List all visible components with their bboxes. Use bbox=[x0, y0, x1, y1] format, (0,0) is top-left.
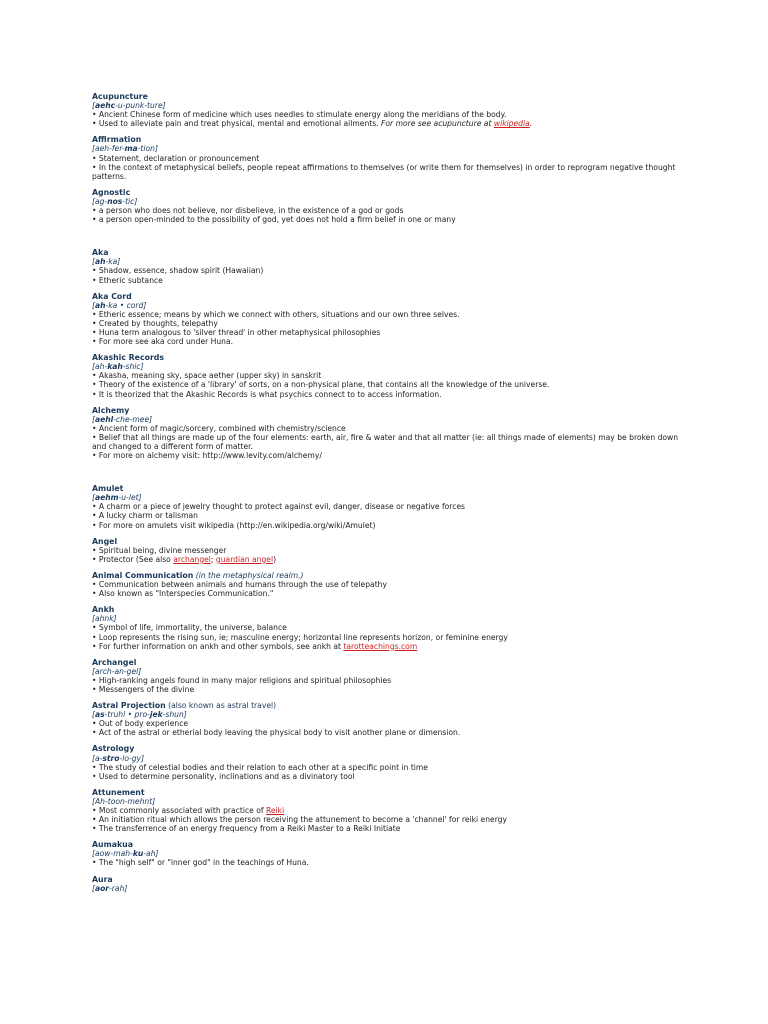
entry-term: Archangel bbox=[92, 657, 137, 667]
definition-text: • a person open-minded to the possibility of god, yet does not hold a firm belief in one or many bbox=[92, 215, 456, 225]
definition-line bbox=[92, 824, 682, 833]
pronunciation-syllable: -lo-gy bbox=[119, 753, 142, 763]
definition-text: • Protector (See also bbox=[92, 554, 174, 564]
pronunciation-syllable: -tic bbox=[122, 196, 135, 206]
definition-text: • Symbol of life, immortality, the universe, balance bbox=[92, 623, 287, 633]
entry-heading bbox=[92, 605, 682, 614]
pronunciation-syllable: ah bbox=[94, 257, 106, 267]
entry-term: Aura bbox=[92, 874, 113, 884]
pronunciation-syllable: -u-let bbox=[118, 493, 139, 503]
definition-text: • Etheric essence; means by which we connect with others, situations and our own three selves. bbox=[92, 309, 460, 319]
pronunciation-syllable: nos bbox=[107, 196, 123, 206]
pronunciation-syllable: aehm bbox=[94, 493, 119, 503]
definition-line bbox=[92, 337, 682, 346]
definition-line bbox=[92, 521, 682, 530]
definition-text: • Spiritual being, divine messenger bbox=[92, 545, 227, 555]
glossary-entry bbox=[92, 744, 682, 780]
definition-line bbox=[92, 580, 682, 589]
definition-text: • Messengers of the divine bbox=[92, 684, 195, 694]
definition-text: • Etheric subtance bbox=[92, 275, 163, 285]
entry-heading bbox=[92, 744, 682, 753]
definition-line bbox=[92, 390, 682, 399]
pronunciation-syllable: aor bbox=[94, 883, 110, 893]
entry-heading bbox=[92, 248, 682, 257]
entry-heading bbox=[92, 537, 682, 546]
entry-pronunciation: [aehm-u-let] bbox=[92, 493, 142, 503]
entry-term: Astrology bbox=[92, 744, 135, 754]
entry-heading bbox=[92, 875, 682, 884]
definition-text: • Ancient Chinese form of medicine which uses needles to stimulate energy along the meridians of the body. bbox=[92, 110, 507, 120]
definition-text: • A lucky charm or talisman bbox=[92, 511, 198, 521]
entry-pronunciation: [as-truhl • pro-jek-shun] bbox=[92, 710, 187, 720]
pronunciation-syllable: jek bbox=[149, 710, 163, 720]
entry-pronunciation: [aehl-che-mee] bbox=[92, 414, 153, 424]
definition-line bbox=[92, 266, 682, 275]
pronunciation-syllable: as bbox=[94, 710, 105, 720]
definition-line bbox=[92, 276, 682, 285]
entry-term: Attunement bbox=[92, 787, 145, 797]
pronunciation-syllable: ma bbox=[124, 144, 138, 154]
definition-line bbox=[92, 806, 682, 815]
pronunciation-syllable: ah- bbox=[94, 362, 108, 372]
definition-line bbox=[92, 763, 682, 772]
entry-term: Astral Projection bbox=[92, 701, 166, 711]
definition-line bbox=[92, 815, 682, 824]
entry-term: Ankh bbox=[92, 605, 115, 615]
definition-text: • In the context of metaphysical beliefs, people repeat affirmations to themselves (or write them for themselves) in order to reprogram negative thought patterns. bbox=[92, 162, 676, 181]
definition-line bbox=[92, 215, 682, 224]
pronunciation-syllable: ag- bbox=[94, 196, 108, 206]
definition-text: • For further information on ankh and other symbols, see ankh at bbox=[92, 641, 344, 651]
definition-link[interactable]: Reiki bbox=[265, 806, 285, 815]
glossary-entry bbox=[92, 188, 682, 224]
definition-line bbox=[92, 328, 682, 337]
definition-text: • Communication between animals and humans through the use of telepathy bbox=[92, 580, 387, 590]
pronunciation-syllable: ah bbox=[94, 300, 106, 310]
definition-line bbox=[92, 119, 682, 128]
definition-text: • Akasha, meaning sky, space aether (upper sky) in sanskrit bbox=[92, 371, 322, 381]
entry-heading bbox=[92, 92, 682, 101]
glossary-entry bbox=[92, 92, 682, 128]
entry-pronunciation: [ag-nos-tic] bbox=[92, 196, 138, 206]
pronunciation-syllable: -truhl • pro- bbox=[104, 710, 150, 720]
definition-line bbox=[92, 206, 682, 215]
definition-text: • Act of the astral or etherial body leaving the physical body to visit another plane or dimension. bbox=[92, 728, 461, 738]
entry-term: Aka bbox=[92, 248, 109, 258]
definition-line bbox=[92, 502, 682, 511]
definition-line bbox=[92, 772, 682, 781]
definition-line bbox=[92, 110, 682, 119]
definition-line bbox=[92, 728, 682, 737]
glossary-entry bbox=[92, 353, 682, 398]
definition-line bbox=[92, 310, 682, 319]
entry-pronunciation: [ah-ka] bbox=[92, 257, 121, 267]
entry-term: Angel bbox=[92, 536, 118, 546]
pronunciation-syllable: aehc bbox=[94, 101, 116, 111]
entry-pronunciation: [ah-ka • cord] bbox=[92, 300, 147, 310]
definition-link[interactable]: wikipedia bbox=[493, 119, 530, 129]
glossary-entry bbox=[92, 701, 682, 737]
definition-text: • Used to determine personality, inclinations and as a divinatory tool bbox=[92, 771, 355, 781]
definition-text: • An initiation ritual which allows the person receiving the attunement to become a 'channel' for reiki energy bbox=[92, 815, 508, 825]
definition-text: • Out of body experience bbox=[92, 719, 189, 729]
entry-pronunciation: [a-stro-lo-gy] bbox=[92, 753, 145, 763]
glossary-entry bbox=[92, 292, 682, 347]
entry-heading bbox=[92, 840, 682, 849]
pronunciation-syllable: -shun bbox=[162, 710, 184, 720]
pronunciation-syllable: aeh-fer- bbox=[94, 144, 125, 154]
definition-text: . bbox=[529, 119, 533, 129]
definition-line bbox=[92, 424, 682, 433]
entry-term: Alchemy bbox=[92, 405, 130, 415]
pronunciation-syllable: -tion bbox=[137, 144, 155, 154]
definition-text: • Ancient form of magic/sorcery, combined with chemistry/science bbox=[92, 423, 346, 433]
definition-line bbox=[92, 676, 682, 685]
definition-text: • For more on amulets visit wikipedia (http://en.wikipedia.org/wiki/Amulet) bbox=[92, 520, 376, 530]
definition-text: ) bbox=[273, 554, 277, 564]
pronunciation-syllable: ahnk bbox=[94, 614, 114, 624]
definition-text: • a person who does not believe, nor disbelieve, in the existence of a god or gods bbox=[92, 206, 404, 216]
glossary-entry bbox=[92, 537, 682, 564]
definition-text: • Belief that all things are made up of the four elements: earth, air, fire & water and that all matter (ie: all things made of elements) may be broken down and changed to a different form of matter. bbox=[92, 432, 679, 451]
definition-link[interactable]: tarotteachings.com bbox=[343, 641, 418, 651]
definition-line bbox=[92, 623, 682, 632]
definition-link[interactable]: guardian angel bbox=[215, 554, 274, 564]
definition-text: For more see acupuncture at bbox=[381, 119, 494, 129]
definition-line bbox=[92, 642, 682, 651]
glossary-entry bbox=[92, 658, 682, 694]
entry-heading bbox=[92, 571, 682, 580]
definition-line bbox=[92, 319, 682, 328]
definition-line bbox=[92, 555, 682, 564]
definition-text: • Huna term analogous to 'silver thread' in other metaphysical philosophies bbox=[92, 327, 381, 337]
pronunciation-syllable: arch-an-gel bbox=[94, 666, 139, 676]
definition-text: • Used to alleviate pain and treat physical, mental and emotional ailments. bbox=[92, 119, 382, 129]
definition-link[interactable]: archangel bbox=[173, 554, 211, 564]
glossary-entry bbox=[92, 788, 682, 833]
entry-pronunciation: [aow-mah-ku-ah] bbox=[92, 849, 159, 859]
definition-text: • Also known as "Interspecies Communication." bbox=[92, 589, 274, 599]
definition-line bbox=[92, 546, 682, 555]
glossary-entry bbox=[92, 875, 682, 893]
pronunciation-syllable: Ah-toon-mehnt bbox=[94, 796, 153, 806]
pronunciation-syllable: stro bbox=[102, 753, 120, 763]
definition-line bbox=[92, 858, 682, 867]
entry-pronunciation: [ahnk] bbox=[92, 614, 117, 624]
entry-term: Animal Communication bbox=[92, 570, 194, 580]
entry-term: Affirmation bbox=[92, 135, 142, 145]
entry-heading bbox=[92, 484, 682, 493]
definition-line bbox=[92, 633, 682, 642]
entry-term: Akashic Records bbox=[92, 353, 165, 363]
definition-text: • A charm or a piece of jewelry thought to protect against evil, danger, disease or negative forces bbox=[92, 502, 466, 512]
entry-note: (also known as astral travel) bbox=[168, 701, 277, 711]
pronunciation-syllable: -che-mee bbox=[113, 414, 150, 424]
definition-line bbox=[92, 685, 682, 694]
entry-heading bbox=[92, 353, 682, 362]
definition-text: • Theory of the existence of a 'library' of sorts, on a non-physical plane, that contains all the knowledge of the universe. bbox=[92, 380, 550, 390]
definition-text: • For more see aka cord under Huna. bbox=[92, 337, 234, 347]
entry-pronunciation: [ah-kah-shic] bbox=[92, 362, 144, 372]
definition-line bbox=[92, 719, 682, 728]
definition-text: • Loop represents the rising sun, ie; masculine energy; horizontal line represents horizon, or feminine energy bbox=[92, 632, 508, 642]
entry-term: Aka Cord bbox=[92, 291, 132, 301]
definition-text: • High-ranking angels found in many major religions and spiritual philosophies bbox=[92, 675, 392, 685]
pronunciation-syllable: -ka • cord bbox=[105, 300, 144, 310]
glossary-entry bbox=[92, 135, 682, 180]
definition-text: • Shadow, essence, shadow spirit (Hawaiian) bbox=[92, 266, 264, 276]
entry-heading bbox=[92, 135, 682, 144]
glossary-page bbox=[92, 92, 682, 900]
pronunciation-syllable: -ah bbox=[143, 849, 156, 859]
entry-term: Agnostic bbox=[92, 187, 131, 197]
entry-heading bbox=[92, 788, 682, 797]
entry-term: Acupuncture bbox=[92, 92, 148, 101]
definition-line bbox=[92, 380, 682, 389]
glossary-entry bbox=[92, 484, 682, 529]
entry-pronunciation: [aeh-fer-ma-tion] bbox=[92, 144, 158, 154]
definition-line bbox=[92, 163, 682, 181]
definition-text: • It is theorized that the Akashic Records is what psychics connect to to access information. bbox=[92, 389, 442, 399]
definition-text: • The study of celestial bodies and their relation to each other at a specific point in time bbox=[92, 762, 428, 772]
entry-heading bbox=[92, 658, 682, 667]
entry-pronunciation: [Ah-toon-mehnt] bbox=[92, 796, 156, 806]
definition-text: • Created by thoughts, telepathy bbox=[92, 318, 218, 328]
definition-line bbox=[92, 433, 682, 451]
pronunciation-syllable: kah bbox=[107, 362, 123, 372]
definition-text: • The transferrence of an energy frequency from a Reiki Master to a Reiki Initiate bbox=[92, 824, 401, 834]
definition-line bbox=[92, 154, 682, 163]
pronunciation-syllable: ku bbox=[132, 849, 144, 859]
glossary-entry bbox=[92, 571, 682, 598]
definition-line bbox=[92, 589, 682, 598]
pronunciation-syllable: -ka bbox=[105, 257, 118, 267]
definition-text: • Statement, declaration or pronouncement bbox=[92, 153, 260, 163]
glossary-entry bbox=[92, 840, 682, 867]
pronunciation-syllable: -u-punk-ture bbox=[115, 101, 163, 111]
glossary-entry bbox=[92, 248, 682, 284]
entry-heading bbox=[92, 701, 682, 710]
definition-text: • Most commonly associated with practice of bbox=[92, 806, 266, 815]
definition-text: • For more on alchemy visit: http://www.levity.com/alchemy/ bbox=[92, 451, 322, 461]
entry-note: (in the metaphysical realm.) bbox=[195, 570, 304, 580]
pronunciation-syllable: a- bbox=[94, 753, 103, 763]
definition-line bbox=[92, 451, 682, 460]
definition-line bbox=[92, 511, 682, 520]
pronunciation-syllable: aehl bbox=[94, 414, 114, 424]
entry-term: Aumakua bbox=[92, 840, 133, 850]
entry-pronunciation: [aehc-u-punk-ture] bbox=[92, 101, 166, 111]
glossary-entry bbox=[92, 605, 682, 650]
pronunciation-syllable: -rah bbox=[109, 883, 125, 893]
glossary-entry bbox=[92, 406, 682, 461]
entry-heading bbox=[92, 188, 682, 197]
entry-pronunciation: [aor-rah] bbox=[92, 883, 128, 893]
entry-term: Amulet bbox=[92, 484, 124, 494]
definition-line bbox=[92, 371, 682, 380]
definition-text: ; bbox=[210, 554, 216, 564]
pronunciation-syllable: aow-mah- bbox=[94, 849, 133, 859]
entry-heading bbox=[92, 292, 682, 301]
entry-pronunciation: [arch-an-gel] bbox=[92, 666, 142, 676]
definition-text: • The "high self" or "inner god" in the teachings of Huna. bbox=[92, 858, 309, 868]
pronunciation-syllable: -shic bbox=[122, 362, 141, 372]
entry-heading bbox=[92, 406, 682, 415]
